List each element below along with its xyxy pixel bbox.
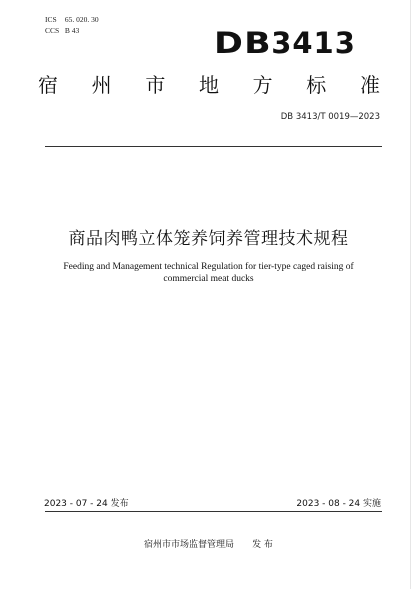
page-edge [410, 0, 411, 589]
region-title-char: 地 [198, 73, 219, 97]
region-title-char: 标 [306, 73, 327, 97]
standard-mark-prefix: DB [214, 26, 272, 60]
implementation-date: 2023 - 08 - 24 实施 [296, 499, 381, 509]
region-title-char: 市 [145, 73, 166, 97]
standard-mark [214, 26, 356, 60]
document-title-english: Feeding and Management technical Regulation for tier-type caged raising of commercial meat ducks [63, 262, 354, 284]
publisher-action: 发 布 [252, 540, 273, 550]
ics-value: 65. 020. 30 [64, 15, 99, 24]
top-divider [45, 146, 382, 147]
region-standard-title [38, 75, 380, 95]
issue-date: 2023 - 07 - 24 发布 [44, 499, 129, 509]
ccs-code [45, 25, 99, 36]
classification-codes [45, 14, 99, 36]
standard-mark-number: 3413 [271, 26, 356, 60]
publisher-line [0, 537, 417, 550]
ccs-label: CCS [45, 26, 60, 35]
ccs-value: B 43 [64, 26, 80, 35]
standard-number: DB 3413/T 0019—2023 [280, 112, 380, 122]
ics-label: ICS [45, 15, 57, 24]
bottom-divider [45, 511, 382, 512]
region-title-char: 准 [359, 73, 380, 97]
publisher-name: 宿州市市场监督管理局 [144, 540, 235, 550]
region-title-char: 宿 [38, 73, 58, 97]
region-title-char: 方 [252, 73, 273, 97]
region-title-char: 州 [91, 73, 112, 97]
document-title-chinese: 商品肉鸭立体笼养饲养管理技术规程 [68, 229, 349, 249]
ics-code [45, 14, 99, 25]
